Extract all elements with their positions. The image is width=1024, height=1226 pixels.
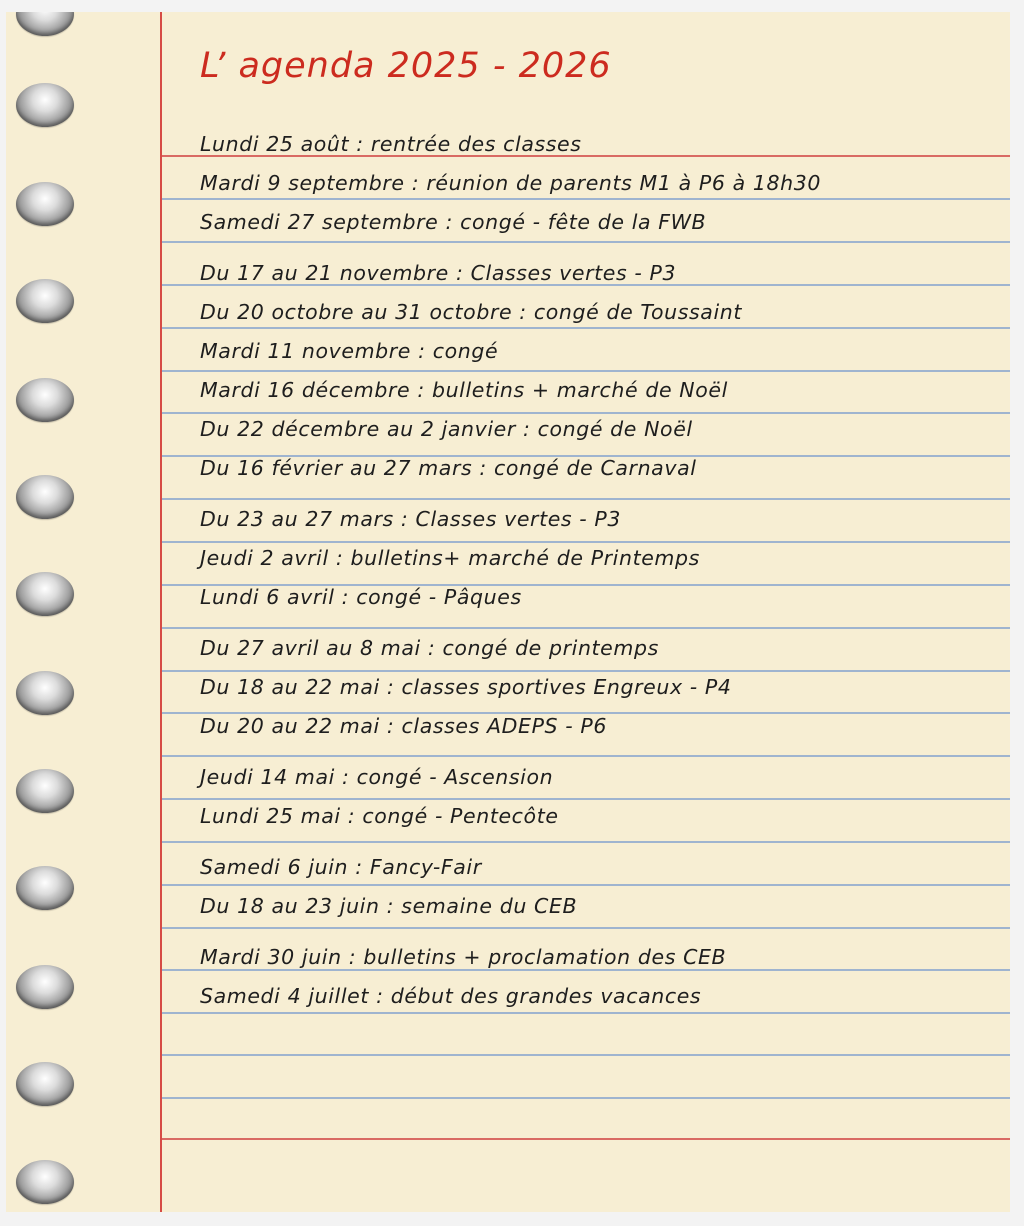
agenda-entry: Du 16 février au 27 mars : congé de Carnaval <box>200 456 697 480</box>
ruled-line <box>162 884 1010 886</box>
agenda-entry: Du 20 octobre au 31 octobre : congé de Toussaint <box>200 300 742 324</box>
agenda-entry: Lundi 6 avril : congé - Pâques <box>200 585 522 609</box>
binding-hole-icon <box>16 378 74 422</box>
ruled-line <box>162 969 1010 971</box>
ruled-line <box>162 1012 1010 1014</box>
agenda-entry: Mardi 9 septembre : réunion de parents M1 à P6 à 18h30 <box>200 171 822 195</box>
agenda-entry: Samedi 6 juin : Fancy-Fair <box>200 855 482 879</box>
agenda-entry: Du 27 avril au 8 mai : congé de printemps <box>200 636 659 660</box>
ruled-line <box>162 1054 1010 1056</box>
agenda-entry: Mardi 11 novembre : congé <box>200 339 499 363</box>
agenda-entry: Mardi 30 juin : bulletins + proclamation des CEB <box>200 945 727 969</box>
binding-hole-icon <box>16 475 74 519</box>
ruled-line <box>162 1097 1010 1099</box>
ruled-line <box>162 198 1010 200</box>
ruled-line <box>162 841 1010 843</box>
ruled-line <box>162 755 1010 757</box>
agenda-entry: Lundi 25 mai : congé - Pentecôte <box>200 804 559 828</box>
binding-hole-icon <box>16 279 74 323</box>
binding-hole-icon <box>16 572 74 616</box>
ruled-line <box>162 327 1010 329</box>
agenda-entry: Jeudi 2 avril : bulletins+ marché de Printemps <box>200 546 700 570</box>
agenda-entry: Samedi 27 septembre : congé - fête de la FWB <box>200 210 707 234</box>
binding-hole-icon <box>16 671 74 715</box>
ruled-line <box>162 412 1010 414</box>
ruled-line <box>162 798 1010 800</box>
agenda-entry: Du 18 au 22 mai : classes sportives Engreux - P4 <box>200 675 732 699</box>
ruled-line <box>162 241 1010 243</box>
page-title: L’ agenda 2025 - 2026 <box>200 46 612 86</box>
ruled-line <box>162 541 1010 543</box>
binding-hole-icon <box>16 866 74 910</box>
binding-hole-icon <box>16 83 74 127</box>
margin-line <box>160 12 162 1212</box>
ruled-line <box>162 370 1010 372</box>
notebook-page <box>6 12 1010 1212</box>
binding-hole-icon <box>16 182 74 226</box>
binding-hole-icon <box>16 12 74 36</box>
ruled-line <box>162 498 1010 500</box>
ruled-line <box>162 670 1010 672</box>
agenda-entry: Jeudi 14 mai : congé - Ascension <box>200 765 554 789</box>
binding-hole-icon <box>16 965 74 1009</box>
ruled-line-red <box>162 1138 1010 1140</box>
ruled-line <box>162 627 1010 629</box>
ruled-line <box>162 927 1010 929</box>
agenda-entry: Du 23 au 27 mars : Classes vertes - P3 <box>200 507 622 531</box>
agenda-entry: Lundi 25 août : rentrée des classes <box>200 132 582 156</box>
binding-hole-icon <box>16 769 74 813</box>
agenda-entry: Du 17 au 21 novembre : Classes vertes - P3 <box>200 261 677 285</box>
agenda-entry: Samedi 4 juillet : début des grandes vacances <box>200 984 702 1008</box>
binding-hole-icon <box>16 1062 74 1106</box>
binding-hole-icon <box>16 1160 74 1204</box>
agenda-entry: Du 22 décembre au 2 janvier : congé de Noël <box>200 417 693 441</box>
agenda-entry: Mardi 16 décembre : bulletins + marché de Noël <box>200 378 728 402</box>
agenda-entry: Du 20 au 22 mai : classes ADEPS - P6 <box>200 714 608 738</box>
agenda-entry: Du 18 au 23 juin : semaine du CEB <box>200 894 578 918</box>
